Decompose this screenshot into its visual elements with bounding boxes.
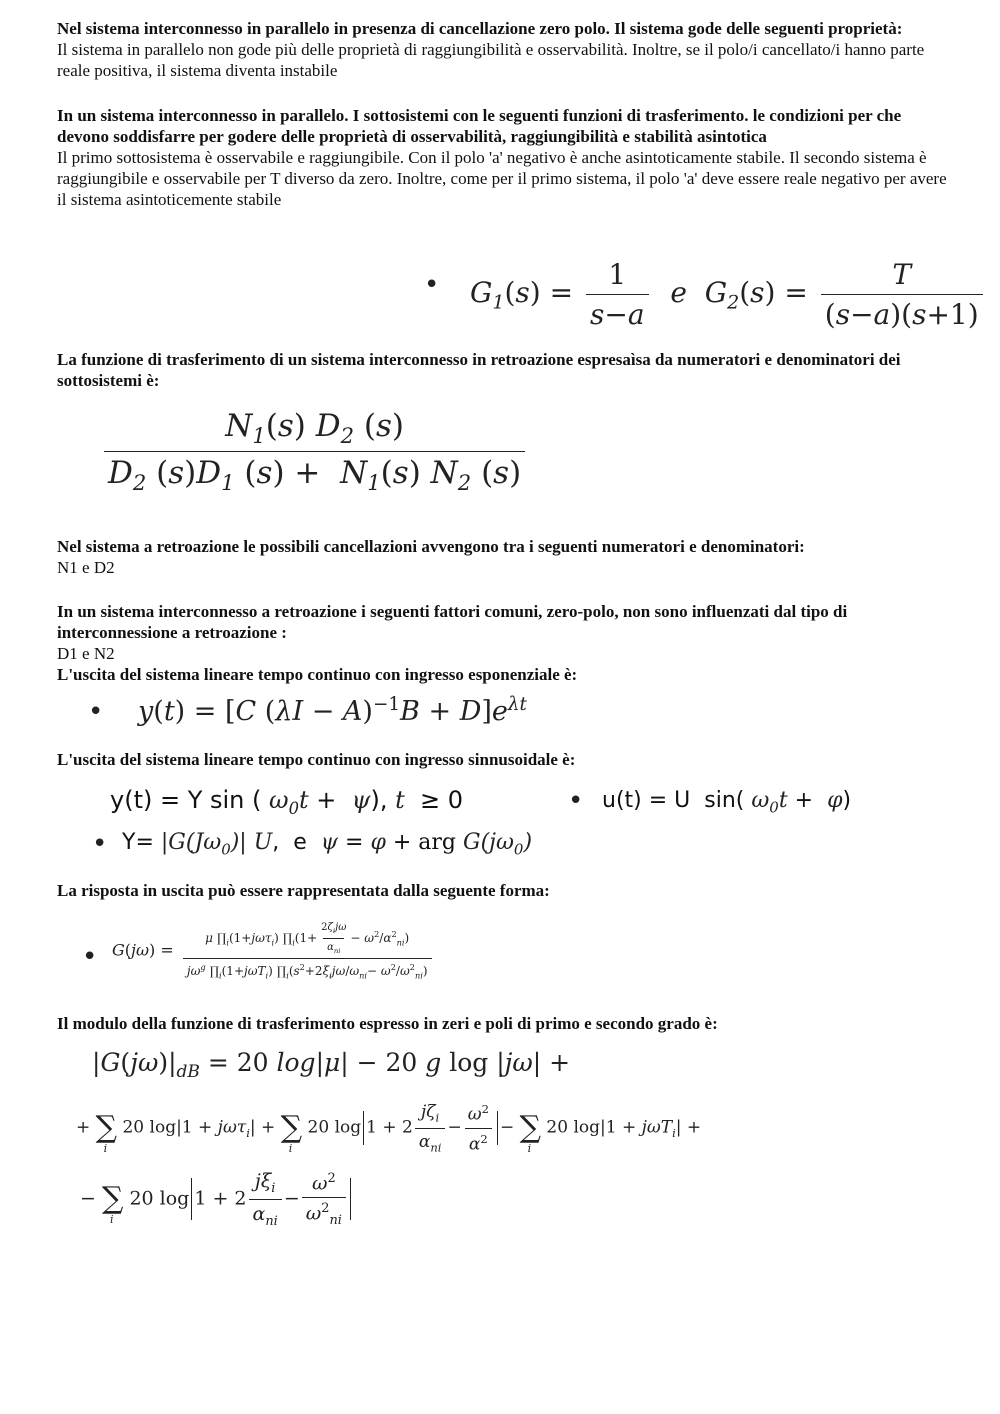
bullet-dot-icon: • [92,829,108,859]
section-feedback-common-factors [57,601,949,685]
answer-text: Il sistema in parallelo non gode più delle proprietà di raggiungibilità e osservabilità. Inoltre, se il polo/i cancellato/i hanno parte reale positiva, il sistema diventa instabile [57,40,925,80]
section-feedback-cancellations [57,536,949,578]
question-text: L'uscita del sistema lineare tempo continuo con ingresso esponenziale è: [57,665,578,684]
formula-g1-g2: $G_1(s)$ = $\frac{1}{s-a}$ e $G_2(s)$ = $\frac{T}{(s-a)(s+1)}$ [470,258,987,331]
question-text: Il modulo della funzione di trasferimento espresso in zeri e poli di primo e secondo grado è: [57,1014,718,1033]
formula-frequency-response: G(jω) = μ $\prod_i(1+j\omega\tau_i)$ $\prod_i(1+$ $\frac{2\zeta_ij\omega}{\alpha_{ni}}$ − $\omega^2/\alpha^2_{ni}$) $j\omega^g$ $\prod_i(1+j\omega T_i)$ $\prod_i(s^2+2\xi_ij\omega/\omega_{ni}- \omega^2/\omega^2_{ni})$ [112,922,436,980]
bullet-dot-icon: • [82,942,98,972]
formula-magnitude-line2: + ∑ i 20 log|1 + jωτ$_i$| + ∑ i 20 log 1 + 2 $\frac{j\zeta_i}{\alpha_{ni}}$ − $\frac{\omega^2}{\alpha^2}$ − ∑ i 20 log|1 + jωT$_i$| + [76,1102,702,1156]
question-text: In un sistema interconnesso a retroazione i seguenti fattori comuni, zero-polo, non sono influenzati dal tipo di interconnessione a retroazione : [57,602,848,642]
answer-text: Il primo sottosistema è osservabile e raggiungibile. Con il polo 'a' negativo è anche asintoticamente stabile. Il secondo sistema è raggiungibile e osservabile per T diverso da zero. Inoltre, come per il primo sistema, il polo 'a' deve essere reale negativo per avere il sistema asintoticemente stabile [57,148,947,209]
answer-text: D1 e N2 [57,644,115,663]
section-feedback-tf [57,349,949,391]
formula-magnitude-line3: − ∑ i 20 log 1 + 2 $\frac{j\xi_i}{\alpha_{ni}}$ − $\frac{\omega^2}{\omega^2_{ni}}$ [80,1170,353,1229]
formula-exponential-output: y(t) = [C $(\lambda I - A)^{-1}B + D]e^{\lambda t}$ [138,694,527,727]
question-text: Nel sistema a retroazione le possibili cancellazioni avvengono tra i seguenti numeratori e denominatori: [57,537,805,556]
section-sinusoidal-output [57,749,949,770]
formula-sin-output: y(t) = Y sin ( $\omega_0t + \psi$), t ≥ 0 [110,786,463,818]
question-text: La funzione di trasferimento di un sistema interconnesso in retroazione espresaìsa da numeratori e denominatori dei sottosistemi è: [57,350,901,390]
formula-magnitude-line1: $|G(j\omega)|_{dB} = 20$ log|μ| − 20 g log |jω| + [92,1048,571,1082]
question-text: L'uscita del sistema lineare tempo continuo con ingresso sinnusoidale è: [57,750,576,769]
formula-sin-input: u(t) = U sin( $\omega_0t + \varphi$) [602,788,852,817]
section-output-form [57,880,949,901]
bullet-dot-icon: • [568,786,584,816]
bullet-dot-icon: • [88,697,104,727]
section-magnitude-db [57,1013,949,1034]
section-parallel-conditions [57,105,949,210]
section-parallel-cancellation [57,18,949,81]
bullet-dot-icon: • [424,270,440,300]
question-text: Nel sistema interconnesso in parallelo in presenza di cancellazione zero polo. Il sistema gode delle seguenti proprietà: [57,19,903,38]
answer-text: N1 e D2 [57,558,115,577]
question-text: La risposta in uscita può essere rappresentata dalla seguente forma: [57,881,550,900]
formula-amplitude-phase: $Y= |G(J\omega_0)|$ U, e ψ = φ + arg $G(j\omega_0)$ [122,830,533,859]
formula-feedback-tf: $\frac{N_1(s) D_2 (s)}{D_2 (s)D_1 (s) + N_1(s) N_2 (s)}$ [100,408,529,495]
question-text: In un sistema interconnesso in parallelo. I sottosistemi con le seguenti funzioni di trasferimento. le condizioni per che devono soddisfarre per godere delle proprietà di osservabilità, raggiungibilità e stabilità asintotica [57,106,902,146]
